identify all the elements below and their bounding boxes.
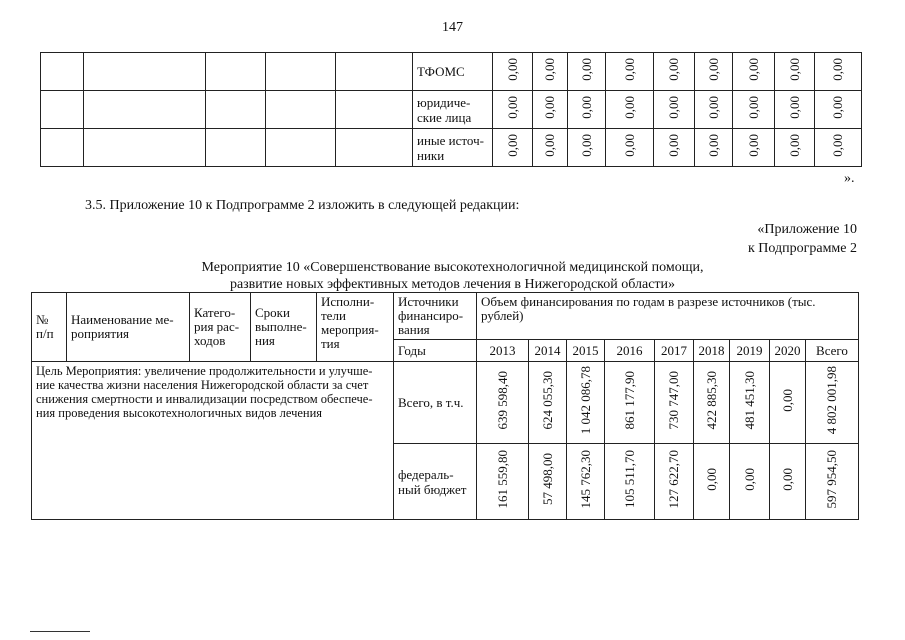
footnote-rule [30, 631, 90, 632]
appendix-line-2: к Подпрограмме 2 [747, 241, 857, 256]
value-cell [568, 53, 606, 91]
value-cell [733, 53, 775, 91]
empty-cell [41, 53, 84, 91]
year-header: Всего [806, 340, 859, 362]
appendix-line-1: «Приложение 10 [757, 222, 857, 237]
value-text: 0,00 [779, 467, 795, 491]
empty-cell [206, 129, 266, 167]
header-volume: Объем финансирования по годам в разрезе источников (тыс. рублей) [477, 293, 859, 340]
value-cell [568, 91, 606, 129]
value-text: 0,00 [786, 57, 802, 81]
goal-text: Цель Мероприятия: увеличение продолжительности и улучше-ние качества жизни населения Нижегородской области за счет снижения смертности и инвалидизации посредством обеспече-ния проведения высокотехнологичных видов лечения [32, 362, 394, 520]
value-cell [533, 91, 568, 129]
value-text: 0,00 [666, 133, 681, 157]
value-text: 0,00 [504, 57, 520, 81]
empty-cell [336, 53, 413, 91]
value-text: 0,00 [542, 95, 557, 119]
value-text: 145 762,30 [577, 449, 593, 509]
value-cell [695, 53, 733, 91]
year-header: 2014 [529, 340, 567, 362]
header-num: № п/п [32, 293, 67, 362]
value-cell [493, 91, 533, 129]
empty-cell [336, 129, 413, 167]
value-text: 0,00 [542, 57, 557, 81]
value-text: 0,00 [745, 57, 761, 81]
value-cell [654, 53, 695, 91]
value-text: 730 747,00 [666, 370, 681, 430]
value-cell [694, 444, 730, 520]
value-cell [695, 129, 733, 167]
empty-cell [41, 91, 84, 129]
value-cell [493, 129, 533, 167]
empty-cell [206, 53, 266, 91]
value-text: 0,00 [779, 388, 795, 412]
value-text: 4 802 001,98 [824, 365, 839, 435]
value-text: 0,00 [666, 95, 681, 119]
value-text: 0,00 [578, 57, 594, 81]
value-text: 0,00 [703, 467, 719, 491]
header-executors: Исполни-тели мероприя-тия [317, 293, 394, 362]
appendix-label [748, 220, 857, 258]
value-cell [477, 362, 529, 444]
value-cell [815, 53, 862, 91]
value-text: 0,00 [542, 133, 557, 157]
header-terms: Сроки выполне-ния [251, 293, 317, 362]
value-cell [568, 129, 606, 167]
source-cell: федераль-ный бюджет [394, 444, 477, 520]
value-cell [529, 444, 567, 520]
empty-cell [84, 53, 206, 91]
value-text: 481 451,30 [741, 370, 757, 430]
main-table [31, 292, 859, 520]
source-cell: иные источ-ники [413, 129, 493, 167]
value-cell [493, 53, 533, 91]
value-text: 0,00 [705, 57, 721, 81]
year-header: 2019 [730, 340, 770, 362]
value-text: 861 177,90 [621, 370, 637, 430]
value-text: 422 885,30 [703, 370, 719, 430]
value-cell [695, 91, 733, 129]
value-cell [567, 362, 605, 444]
value-text: 0,00 [830, 133, 845, 157]
value-text: 57 498,00 [539, 453, 555, 505]
value-text: 105 511,70 [621, 449, 637, 509]
value-cell [806, 362, 859, 444]
value-cell [533, 129, 568, 167]
value-cell [655, 362, 694, 444]
top-table-row [41, 129, 862, 167]
year-header: 2018 [694, 340, 730, 362]
empty-cell [84, 129, 206, 167]
year-header: 2020 [770, 340, 806, 362]
value-cell [605, 362, 655, 444]
value-cell [567, 444, 605, 520]
source-cell: юридиче-ские лица [413, 91, 493, 129]
title-line-2: развитие новых эффективных методов лечения в Нижегородской области» [229, 277, 676, 292]
value-text: 0,00 [504, 133, 520, 157]
header-sources: Источники финансиро-вания [394, 293, 477, 340]
value-cell [606, 53, 654, 91]
value-text: 0,00 [504, 95, 520, 119]
value-text: 0,00 [786, 95, 802, 119]
empty-cell [206, 91, 266, 129]
measure-title [0, 259, 905, 293]
value-text: 0,00 [830, 57, 845, 81]
value-cell [806, 444, 859, 520]
value-text: 127 622,70 [666, 449, 681, 509]
value-cell [606, 129, 654, 167]
value-text: 0,00 [621, 57, 637, 81]
value-cell [815, 91, 862, 129]
year-header: 2015 [567, 340, 605, 362]
top-table [40, 52, 862, 167]
value-cell [730, 362, 770, 444]
value-cell [775, 91, 815, 129]
value-cell [655, 444, 694, 520]
value-cell [770, 444, 806, 520]
page-number: 147 [442, 20, 463, 35]
value-text: 0,00 [621, 95, 637, 119]
value-cell [529, 362, 567, 444]
value-text: 1 042 086,78 [577, 365, 593, 435]
value-text: 0,00 [741, 467, 757, 491]
value-text: 0,00 [621, 133, 637, 157]
value-text: 0,00 [705, 95, 721, 119]
value-cell [770, 362, 806, 444]
value-cell [815, 129, 862, 167]
closing-mark: ». [844, 171, 855, 186]
empty-cell [336, 91, 413, 129]
source-cell: ТФОМС [413, 53, 493, 91]
value-text: 0,00 [830, 95, 845, 119]
header-name: Наименование ме-роприятия [67, 293, 190, 362]
value-cell [654, 129, 695, 167]
empty-cell [84, 91, 206, 129]
value-text: 597 954,50 [824, 449, 839, 509]
value-text: 0,00 [705, 133, 721, 157]
year-header: 2013 [477, 340, 529, 362]
empty-cell [266, 91, 336, 129]
value-text: 0,00 [578, 95, 594, 119]
paragraph: 3.5. Приложение 10 к Подпрограмме 2 изложить в следующей редакции: [85, 198, 520, 213]
year-header: 2016 [605, 340, 655, 362]
value-cell [654, 91, 695, 129]
value-cell [733, 91, 775, 129]
value-cell [606, 91, 654, 129]
value-cell [730, 444, 770, 520]
header-years-label: Годы [394, 340, 477, 362]
empty-cell [41, 129, 84, 167]
title-line-1: Мероприятие 10 «Совершенствование высокотехнологичной медицинской помощи, [201, 260, 704, 275]
value-cell [694, 362, 730, 444]
value-text: 0,00 [666, 57, 681, 81]
value-text: 0,00 [745, 133, 761, 157]
value-cell [533, 53, 568, 91]
value-text: 161 559,80 [494, 449, 510, 509]
value-cell [775, 129, 815, 167]
top-table-row [41, 91, 862, 129]
top-table-row [41, 53, 862, 91]
value-cell [775, 53, 815, 91]
value-text: 0,00 [578, 133, 594, 157]
year-header: 2017 [655, 340, 694, 362]
value-text: 0,00 [786, 133, 802, 157]
value-text: 624 055,30 [539, 370, 555, 430]
empty-cell [266, 53, 336, 91]
source-cell: Всего, в т.ч. [394, 362, 477, 444]
empty-cell [266, 129, 336, 167]
value-cell [605, 444, 655, 520]
value-cell [477, 444, 529, 520]
header-category: Катего-рия рас-ходов [190, 293, 251, 362]
value-text: 0,00 [745, 95, 761, 119]
value-text: 639 598,40 [494, 370, 510, 430]
value-cell [733, 129, 775, 167]
